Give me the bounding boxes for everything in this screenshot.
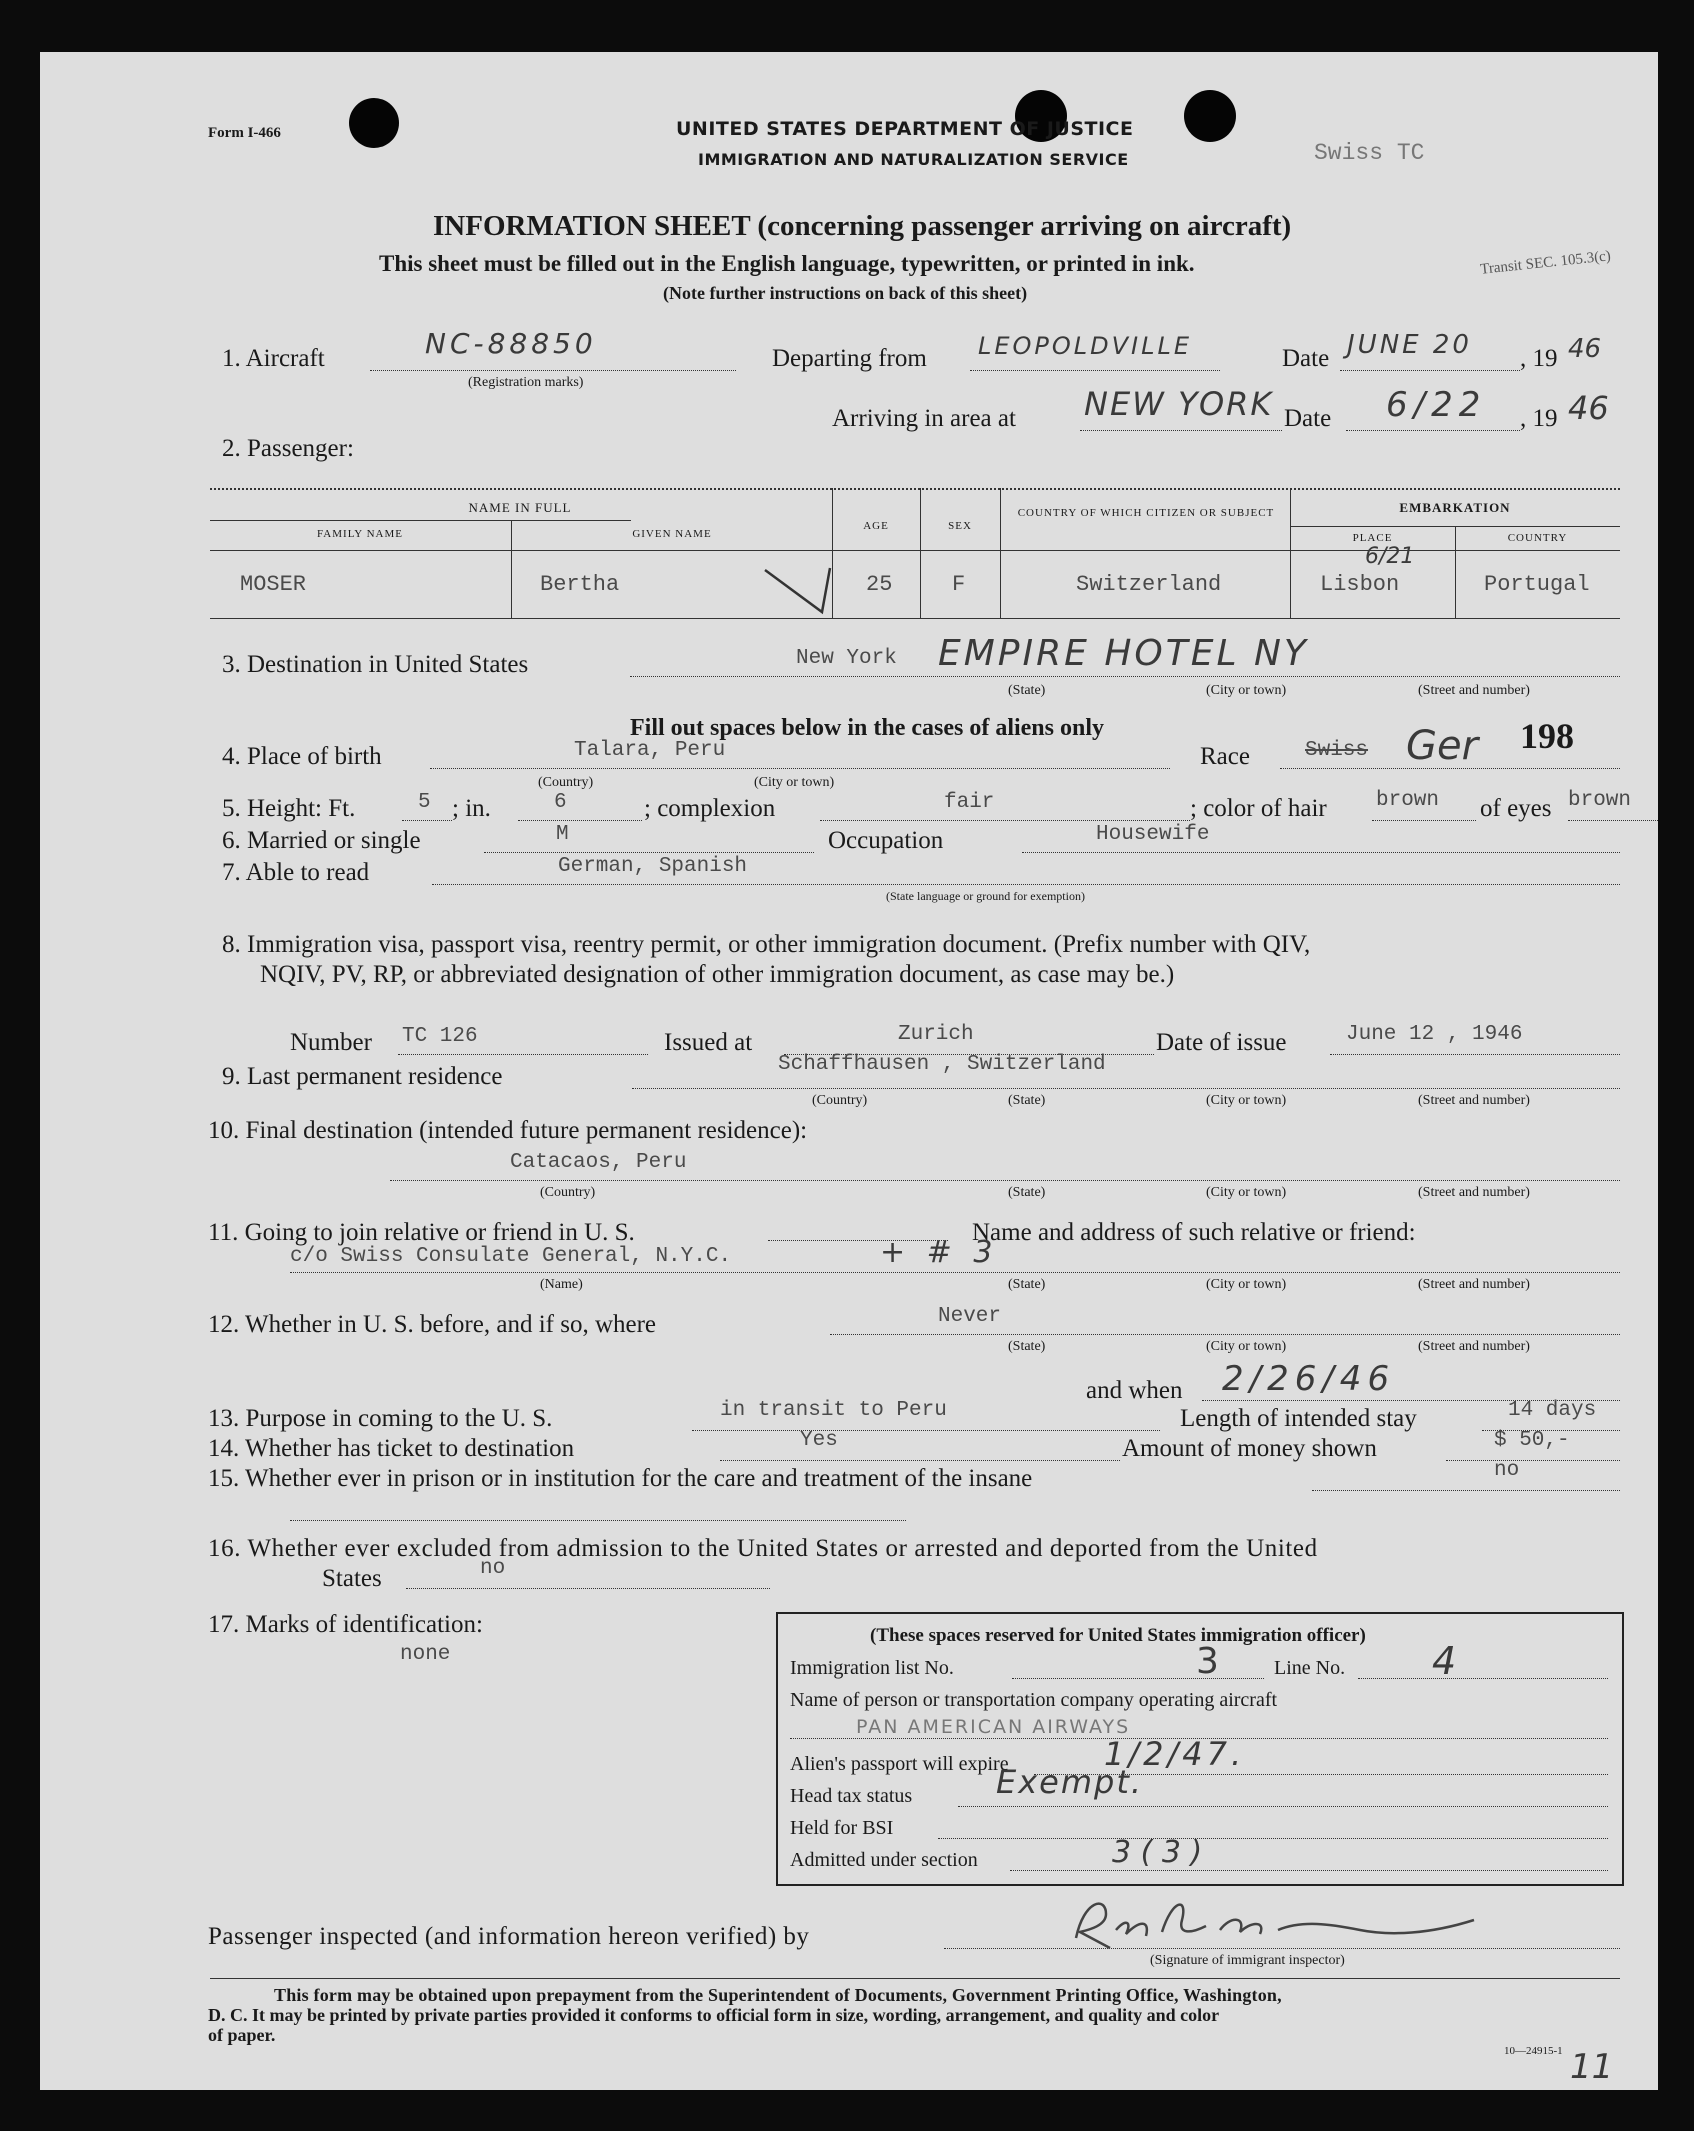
- hair-value: brown: [1376, 789, 1440, 812]
- when-label: and when: [1086, 1377, 1183, 1404]
- department-title: UNITED STATES DEPARTMENT OF JUSTICE: [676, 118, 1134, 140]
- visa-text-2: NQIV, PV, RP, or abbreviated designation of other immigration document, as case may be.): [260, 961, 1175, 988]
- name-address-label: Name and address of such relative or friend:: [972, 1219, 1416, 1246]
- form-code: 10—24915-1: [1504, 2045, 1563, 2057]
- excluded-label: 16. Whether ever excluded from admission to the United States or arrested and deported from the United: [208, 1535, 1318, 1562]
- stay-value: 14 days: [1508, 1399, 1597, 1422]
- q12-city-caption: (City or town): [1206, 1339, 1287, 1354]
- corner-note: Swiss TC: [1314, 140, 1425, 166]
- name-in-full-header: NAME IN FULL: [468, 500, 572, 515]
- visa-number-value: TC 126: [402, 1025, 478, 1048]
- dest-state-caption: (State): [1008, 683, 1046, 698]
- before-label: 12. Whether in U. S. before, and if so, where: [208, 1311, 657, 1338]
- prison-value: no: [1494, 1459, 1520, 1482]
- excluded-value: no: [480, 1557, 506, 1580]
- dest-city-caption: (City or town): [1206, 683, 1287, 698]
- birth-city-caption: (City or town): [754, 775, 835, 790]
- dest-street-caption: (Street and number): [1418, 683, 1530, 698]
- sex-header: SEX: [948, 520, 972, 532]
- aircraft-value: NC-88850: [425, 327, 597, 360]
- form-sheet: [40, 52, 1658, 2090]
- page-number-hand: 11: [1570, 2047, 1614, 2087]
- height-in-label: ; in.: [452, 795, 491, 822]
- before-value: Never: [938, 1305, 1002, 1328]
- place-value: Lisbon: [1320, 572, 1400, 597]
- q12-street-caption: (Street and number): [1418, 1339, 1530, 1354]
- list-no-label: Immigration list No.: [790, 1657, 954, 1679]
- place-note: 6/21: [1365, 544, 1415, 569]
- transit-stamp: Transit SEC. 105.3(c): [1479, 248, 1612, 278]
- arriving-label: Arriving in area at: [832, 405, 1016, 432]
- given-name-header: GIVEN NAME: [632, 528, 712, 540]
- citizen-header: COUNTRY OF WHICH CITIZEN OR SUBJECT: [1017, 507, 1275, 519]
- inspector-signature: [1070, 1890, 1490, 1960]
- excluded-label-2: States: [322, 1565, 382, 1592]
- tax-label: Head tax status: [790, 1785, 913, 1807]
- eyes-value: brown: [1568, 789, 1632, 812]
- officer-box-heading: (These spaces reserved for United States immigration officer): [870, 1625, 1366, 1646]
- tax-value: Exempt.: [996, 1763, 1144, 1801]
- issue-date-label: Date of issue: [1156, 1029, 1287, 1056]
- issued-label: Issued at: [664, 1029, 753, 1056]
- q11-state-caption: (State): [1008, 1277, 1046, 1292]
- q9-country-caption: (Country): [812, 1093, 868, 1108]
- occupation-value: Housewife: [1096, 823, 1210, 846]
- eyes-label: of eyes: [1480, 795, 1552, 822]
- race-hand: Ger: [1406, 723, 1479, 769]
- passenger-label: 2. Passenger:: [222, 435, 354, 462]
- read-value: German, Spanish: [558, 855, 748, 878]
- sex-value: F: [952, 572, 966, 597]
- q11-city-caption: (City or town): [1206, 1277, 1287, 1292]
- page-mark: 198: [1520, 716, 1574, 756]
- birth-country-caption: (Country): [538, 775, 594, 790]
- height-label: 5. Height: Ft.: [222, 795, 356, 822]
- join-relative-label: 11. Going to join relative or friend in U. S.: [208, 1219, 635, 1246]
- bsi-label: Held for BSI: [790, 1817, 894, 1839]
- q10-country-caption: (Country): [540, 1185, 596, 1200]
- money-label: Amount of money shown: [1122, 1435, 1377, 1462]
- age-value: 25: [866, 572, 893, 597]
- q9-state-caption: (State): [1008, 1093, 1046, 1108]
- depart-date-value: JUNE 20: [1347, 330, 1472, 360]
- footer-text-1: This form may be obtained upon prepayment from the Superintendent of Documents, Government Printing Office, Washington,: [274, 1985, 1282, 2005]
- citizen-value: Switzerland: [1076, 572, 1222, 597]
- sheet-note: (Note further instructions on back of this sheet): [663, 283, 1028, 303]
- registration-caption: (Registration marks): [468, 375, 584, 390]
- aircraft-label: 1. Aircraft: [222, 345, 325, 372]
- arrive-date-label: Date: [1284, 405, 1332, 432]
- height-in-value: 6: [554, 791, 567, 814]
- visa-text-1: 8. Immigration visa, passport visa, reentry permit, or other immigration document. (Prefix number with QIV,: [222, 931, 1311, 958]
- line-no-value: 4: [1432, 1639, 1457, 1683]
- age-header: AGE: [863, 520, 889, 532]
- hair-label: ; color of hair: [1190, 795, 1327, 822]
- height-ft-value: 5: [418, 791, 431, 814]
- inspected-label: Passenger inspected (and information hereon verified) by: [208, 1923, 810, 1950]
- section-value: 3 ( 3 ): [1112, 1835, 1203, 1870]
- issue-date-value: June 12 , 1946: [1346, 1023, 1523, 1046]
- marks-label: 17. Marks of identification:: [208, 1611, 483, 1638]
- married-label: 6. Married or single: [222, 827, 421, 854]
- sheet-subtitle: This sheet must be filled out in the English language, typewritten, or printed in ink.: [379, 251, 1195, 276]
- officer-box: [776, 1612, 1624, 1886]
- purpose-value: in transit to Peru: [720, 1399, 947, 1422]
- arrive-date-value: 6/22: [1386, 385, 1487, 425]
- q10-state-caption: (State): [1008, 1185, 1046, 1200]
- ticket-value: Yes: [800, 1429, 838, 1452]
- company-value: PAN AMERICAN AIRWAYS: [856, 1716, 1131, 1738]
- married-value: M: [556, 823, 569, 846]
- departing-label: Departing from: [772, 345, 927, 372]
- q9-street-caption: (Street and number): [1418, 1093, 1530, 1108]
- form-number: Form I-466: [208, 125, 281, 141]
- birth-value: Talara, Peru: [574, 739, 726, 762]
- passport-label: Alien's passport will expire: [790, 1753, 1009, 1775]
- final-destination-value: Catacaos, Peru: [510, 1151, 687, 1174]
- given-name-value: Bertha: [540, 572, 620, 597]
- family-name-value: MOSER: [240, 572, 307, 597]
- list-no-value: 3: [1196, 1641, 1219, 1682]
- aliens-heading: Fill out spaces below in the cases of aliens only: [630, 715, 1105, 741]
- purpose-label: 13. Purpose in coming to the U. S.: [208, 1405, 553, 1432]
- line-no-label: Line No.: [1274, 1657, 1346, 1679]
- depart-year-prefix: , 19: [1520, 345, 1558, 372]
- read-caption: (State language or ground for exemption): [886, 889, 1085, 903]
- company-label: Name of person or transportation company operating aircraft: [790, 1689, 1278, 1711]
- footer-text-3: of paper.: [208, 2025, 276, 2045]
- q11-street-caption: (Street and number): [1418, 1277, 1530, 1292]
- place-header: PLACE: [1352, 532, 1393, 544]
- last-residence-label: 9. Last permanent residence: [222, 1063, 503, 1090]
- service-title: IMMIGRATION AND NATURALIZATION SERVICE: [698, 150, 1129, 169]
- read-label: 7. Able to read: [222, 859, 370, 886]
- complexion-value: fair: [944, 791, 995, 814]
- relative-hand: + # 3: [880, 1235, 999, 1270]
- signature-caption: (Signature of immigrant inspector): [1150, 1953, 1345, 1968]
- departing-value: LEOPOLDVILLE: [978, 332, 1193, 360]
- destination-label: 3. Destination in United States: [222, 651, 529, 678]
- race-label: Race: [1200, 743, 1250, 770]
- depart-year-value: 46: [1568, 334, 1602, 364]
- depart-date-label: Date: [1282, 345, 1330, 372]
- last-residence-value: Schaffhausen , Switzerland: [778, 1053, 1106, 1076]
- q12-state-caption: (State): [1008, 1339, 1046, 1354]
- occupation-label: Occupation: [828, 827, 944, 854]
- check-mark: [760, 560, 840, 620]
- money-value: $ 50,-: [1494, 1429, 1570, 1452]
- arrive-year-value: 46: [1568, 389, 1609, 427]
- stay-label: Length of intended stay: [1180, 1405, 1417, 1432]
- complexion-label: ; complexion: [644, 795, 776, 822]
- emb-country-value: Portugal: [1484, 572, 1590, 597]
- family-name-header: FAMILY NAME: [317, 528, 403, 540]
- birth-label: 4. Place of birth: [222, 743, 382, 770]
- q10-street-caption: (Street and number): [1418, 1185, 1530, 1200]
- embarkation-header: EMBARKATION: [1399, 500, 1511, 515]
- final-destination-label: 10. Final destination (intended future permanent residence):: [208, 1117, 808, 1144]
- q11-name-caption: (Name): [540, 1277, 583, 1292]
- race-struck: Swiss: [1305, 739, 1369, 762]
- punch-hole: [349, 98, 399, 148]
- q10-city-caption: (City or town): [1206, 1185, 1287, 1200]
- q9-city-caption: (City or town): [1206, 1093, 1287, 1108]
- punch-hole: [1184, 90, 1236, 142]
- ticket-label: 14. Whether has ticket to destination: [208, 1435, 575, 1462]
- emb-country-header: COUNTRY: [1507, 532, 1568, 544]
- sheet-title: INFORMATION SHEET (concerning passenger arriving on aircraft): [433, 210, 1292, 242]
- section-label: Admitted under section: [790, 1849, 978, 1871]
- relative-value: c/o Swiss Consulate General, N.Y.C.: [290, 1245, 732, 1268]
- when-hand: 2/26/46: [1222, 1359, 1396, 1399]
- destination-typed: New York: [796, 647, 897, 670]
- marks-value: none: [400, 1643, 451, 1666]
- destination-hand: EMPIRE HOTEL NY: [938, 633, 1309, 674]
- prison-label: 15. Whether ever in prison or in institution for the care and treatment of the insane: [208, 1465, 1033, 1492]
- arrive-year-prefix: , 19: [1520, 405, 1558, 432]
- issued-value: Zurich: [898, 1023, 974, 1046]
- visa-number-label: Number: [290, 1029, 372, 1056]
- arriving-value: NEW YORK: [1084, 385, 1274, 423]
- footer-text-2: D. C. It may be printed by private parties provided it conforms to official form in size, wording, arrangement, and quality and color: [208, 2005, 1220, 2025]
- passport-value: 1/2/47.: [1104, 1735, 1246, 1773]
